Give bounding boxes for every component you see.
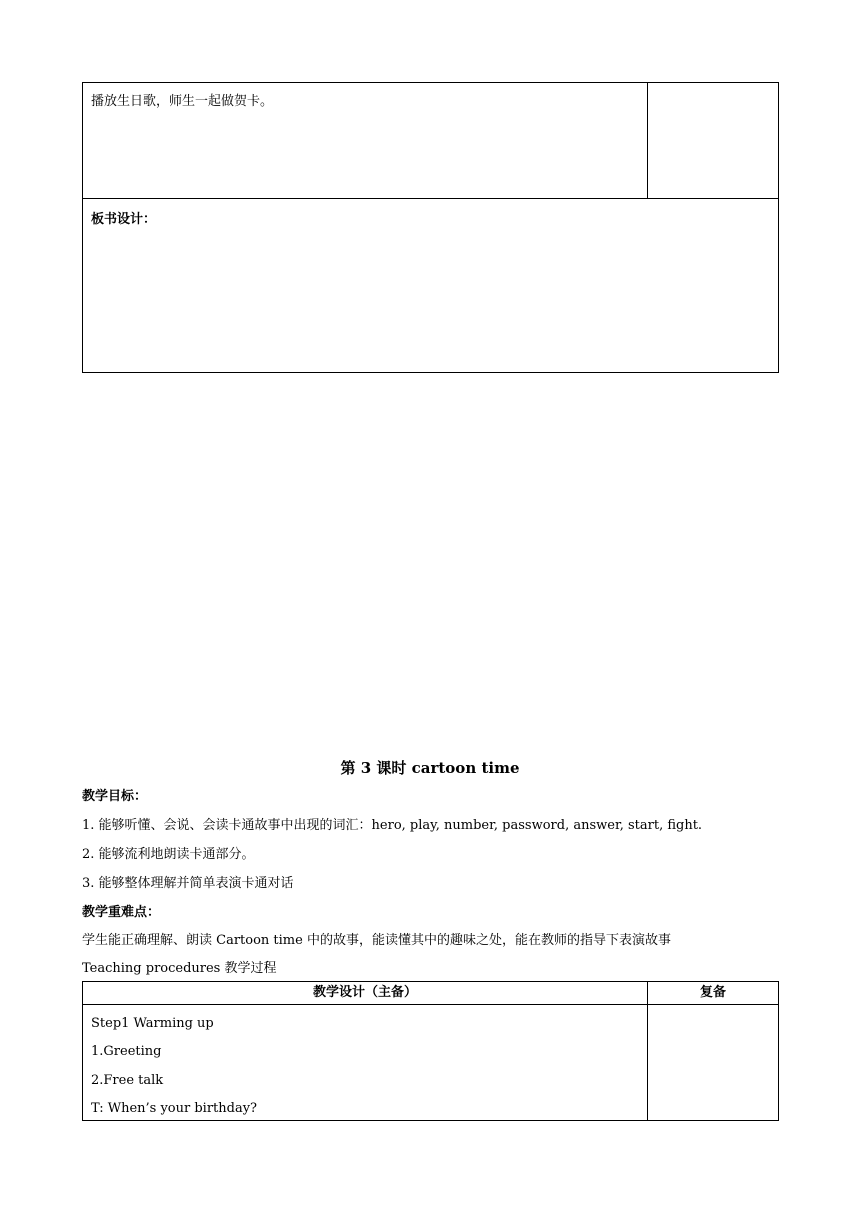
- procedure-table-body: [83, 1005, 778, 1120]
- activity-notes-cell: [648, 83, 778, 198]
- board-design-label: 板书设计：: [91, 212, 157, 227]
- procedure-main-cell: [83, 1005, 648, 1120]
- board-design-row: [83, 199, 778, 372]
- lesson-title: 第 3 课时 cartoon time: [340, 759, 520, 777]
- procedures-label: Teaching procedures 教学过程: [82, 961, 277, 976]
- key-points-label: 教学重难点：: [82, 905, 161, 920]
- procedure-line-3: 2.Free talk: [91, 1073, 164, 1088]
- key-points-text: 学生能正确理解、朗读 Cartoon time 中的故事，能读懂其中的趣味之处，能在教师的指导下表演故事: [82, 933, 671, 948]
- procedure-table: [82, 981, 779, 1121]
- objective-item-3: 3. 能够整体理解并简单表演卡通对话: [82, 876, 294, 891]
- activity-cell: [83, 83, 648, 198]
- activity-row: [83, 83, 778, 199]
- procedure-review-cell: [648, 1005, 778, 1120]
- objectives-label: 教学目标：: [82, 789, 148, 804]
- top-table: [82, 82, 779, 373]
- procedure-line-2: 1.Greeting: [91, 1044, 162, 1059]
- objective-item-2: 2. 能够流利地朗读卡通部分。: [82, 847, 255, 862]
- procedure-line-4: T: When’s your birthday?: [91, 1101, 258, 1116]
- header-main-design: 教学设计（主备）: [83, 982, 648, 1004]
- procedure-table-header: [83, 982, 778, 1005]
- activity-text: 播放生日歌，师生一起做贺卡。: [91, 94, 274, 109]
- header-review: 复备: [699, 985, 726, 1000]
- objective-item-1: 1. 能够听懂、会说、会读卡通故事中出现的词汇：hero, play, number, password, answer, start, fight.: [82, 818, 703, 833]
- procedure-line-1: Step1 Warming up: [91, 1016, 214, 1031]
